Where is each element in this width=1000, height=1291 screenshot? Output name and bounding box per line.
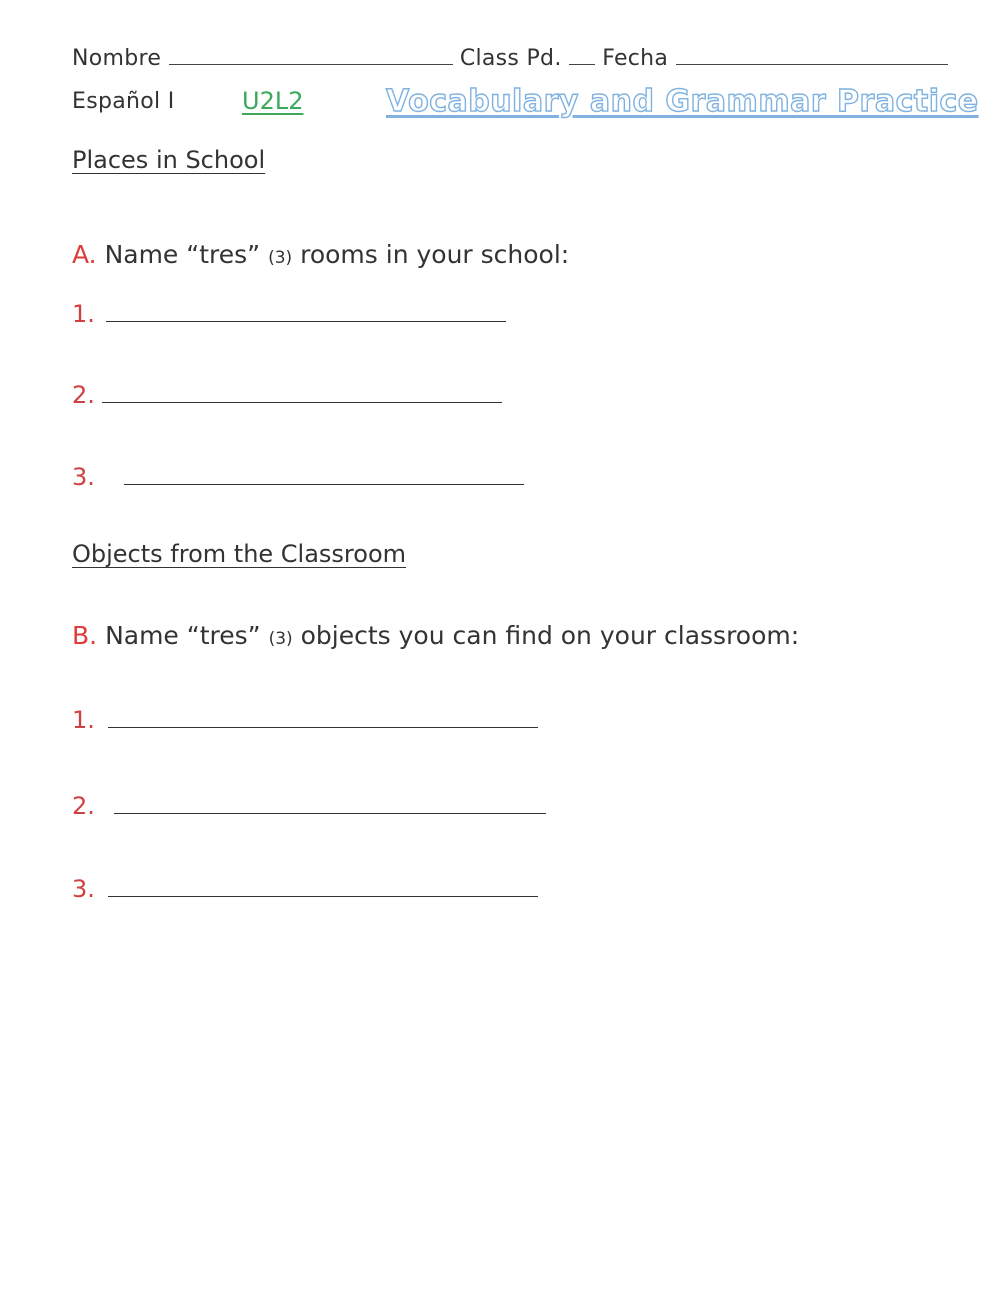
worksheet-title: Vocabulary and Grammar Practice: [386, 84, 979, 119]
name-blank[interactable]: [169, 63, 453, 65]
question-b-count: (3): [268, 629, 293, 649]
answer-b-2-number: 2.: [72, 792, 95, 820]
answer-a-1-line[interactable]: [106, 320, 506, 322]
answer-a-3: [72, 463, 524, 491]
date-blank[interactable]: [676, 63, 948, 65]
name-label: Nombre: [72, 46, 162, 71]
answer-a-1: [72, 300, 506, 328]
question-a-text-1: Name “tres”: [104, 240, 261, 269]
answer-b-1: [72, 706, 538, 734]
question-a-text-2: rooms in your school:: [300, 240, 570, 269]
question-b-text-2: objects you can find on your classroom:: [300, 621, 800, 650]
class-period-label: Class Pd.: [459, 46, 562, 71]
question-a-count: (3): [268, 248, 293, 268]
question-b-text-1: Name “tres”: [105, 621, 261, 650]
answer-a-2: [72, 381, 502, 409]
section-b-heading: Objects from the Classroom: [72, 540, 407, 568]
answer-a-2-line[interactable]: [102, 401, 502, 403]
date-label: Fecha: [602, 46, 669, 71]
course-label: Español I: [72, 89, 175, 114]
answer-a-3-line[interactable]: [124, 483, 524, 485]
answer-b-2: [72, 792, 546, 820]
answer-b-3-line[interactable]: [108, 895, 538, 897]
question-b: [72, 621, 799, 650]
answer-b-1-line[interactable]: [108, 726, 538, 728]
answer-a-3-number: 3.: [72, 463, 95, 491]
section-a-heading: Places in School: [72, 146, 266, 174]
answer-a-2-number: 2.: [72, 381, 95, 409]
question-a-letter: A.: [72, 240, 97, 269]
unit-code-link[interactable]: U2L2: [242, 87, 304, 115]
question-b-letter: B.: [72, 621, 98, 650]
answer-a-1-number: 1.: [72, 300, 95, 328]
answer-b-1-number: 1.: [72, 706, 95, 734]
class-period-blank[interactable]: [569, 63, 595, 65]
answer-b-3-number: 3.: [72, 875, 95, 903]
header-row: [72, 46, 948, 71]
answer-b-2-line[interactable]: [114, 812, 546, 814]
answer-b-3: [72, 875, 538, 903]
question-a: [72, 240, 569, 269]
